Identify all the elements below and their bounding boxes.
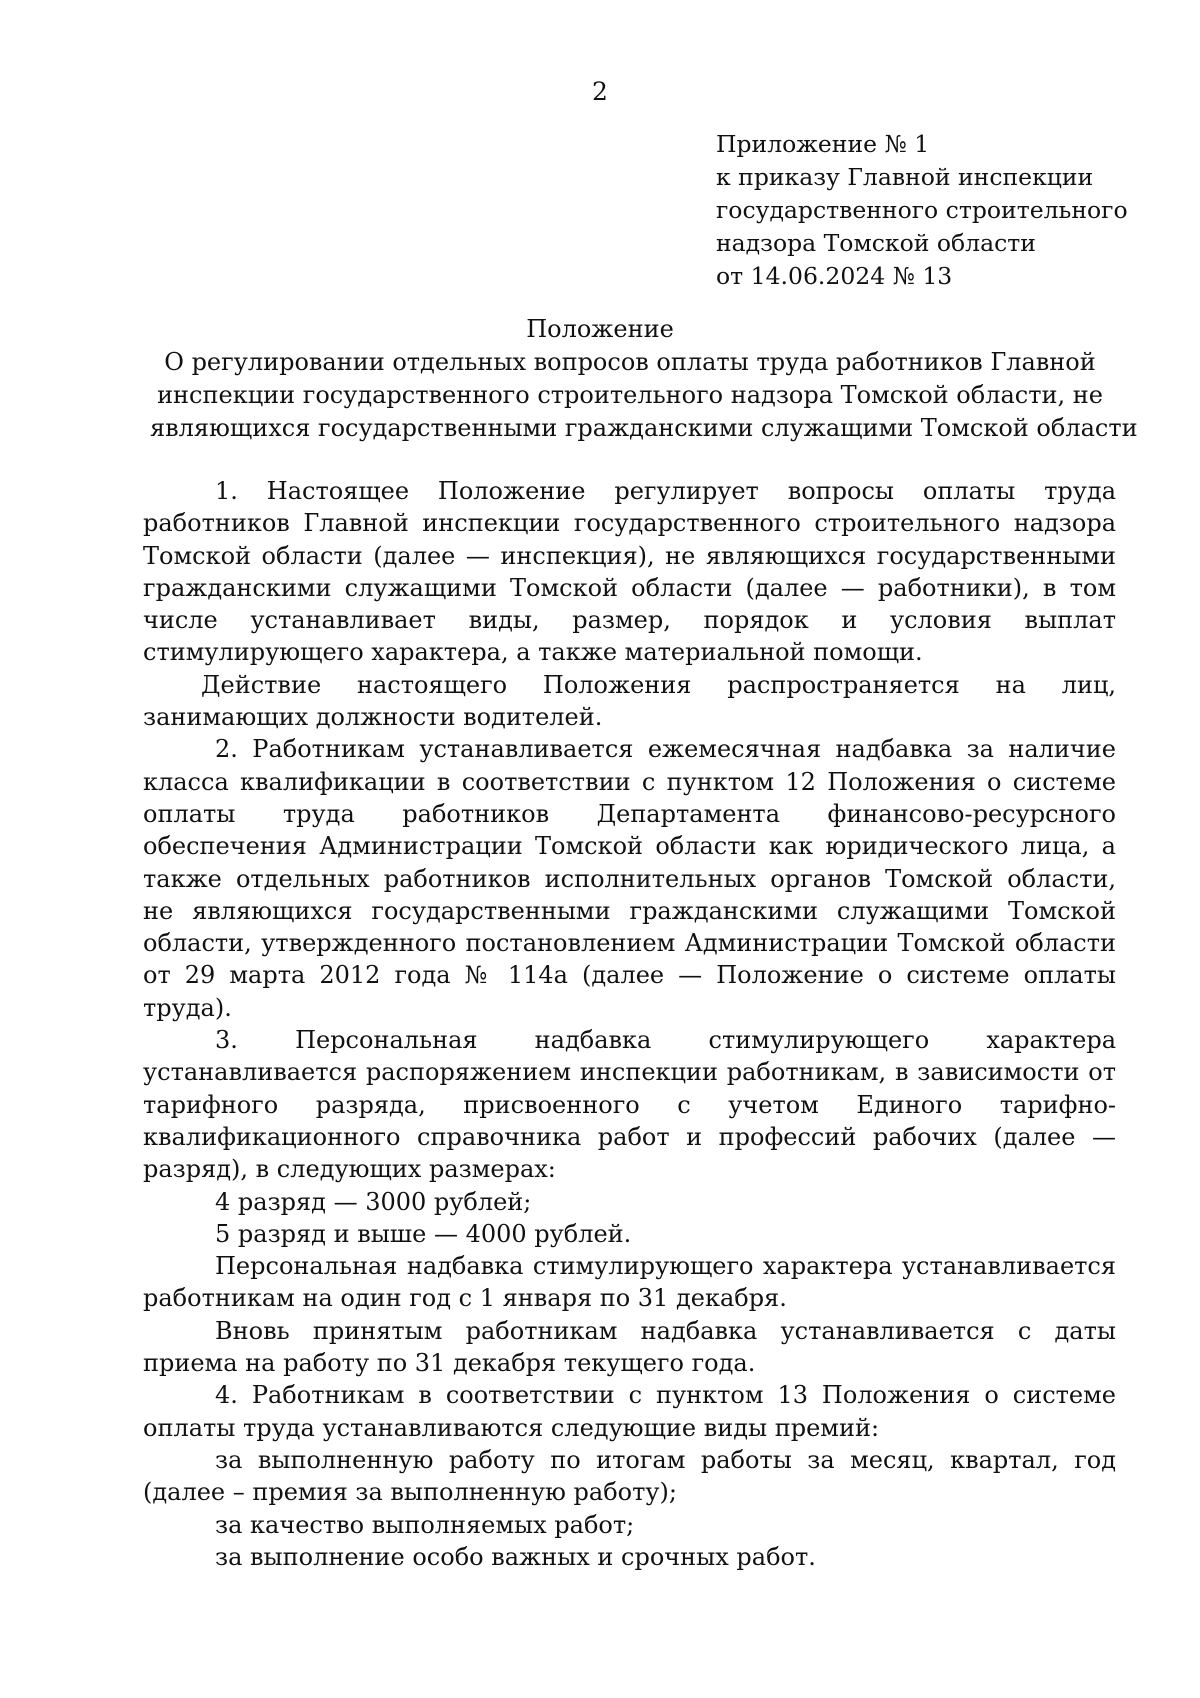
appendix-header — [716, 128, 1156, 293]
document-body — [143, 475, 1116, 1573]
document-title: Положение — [526, 315, 674, 343]
subtitle-line: О регулировании отдельных вопросов оплаты труда работников Главной — [164, 348, 1096, 376]
paragraph-7: Персональная надбавка стимулирующего характера устанавливается работникам на один год с 1 января по 31 декабря. — [143, 1252, 1116, 1313]
paragraph-1: 1. Настоящее Положение регулирует вопросы оплаты труда работников Главной инспекции государственного строительного надзора Томской области (далее — инспекция), не являющихся государственными гражданскими служащими Томской области (далее — работники), в том числе устанавливает виды, размер, порядок и условия выплат стимулирующего характера, а также материальной помощи. — [143, 477, 1116, 667]
paragraph-4: 3. Персональная надбавка стимулирующего характера устанавливается распоряжением инспекции работникам, в зависимости от тарифного разряда, присвоенного с учетом Единого тарифно-квалификационного справочника работ и профессий рабочих (далее —разряд), в следующих размерах: — [143, 1026, 1116, 1184]
appendix-line: от 14.06.2024 № 13 — [716, 262, 953, 290]
paragraph-2: Действие настоящего Положения распространяется на лиц, занимающих должности водителей. — [143, 670, 1116, 732]
paragraph-12: за выполнение особо важных и срочных работ. — [215, 1542, 816, 1571]
paragraph-3-part-2: не являющихся государственными гражданскими служащими Томской области, утвержденного постановлением Администрации Томской области от 29 марта 2012 года № 114а (далее — Положение о системе оплаты труда). — [143, 896, 1116, 1022]
paragraph-3-part-1: 2. Работникам устанавливается ежемесячная надбавка за наличие класса квалификации в соответствии с пунктом 12 Положения о системе оплаты труда работников Департамента финансово-ресурсного обеспечения Администрации Томской области как юридического лица, а также отдельных работников исполнительных органов Томской области, — [143, 735, 1116, 893]
document-subtitle — [150, 346, 1138, 445]
appendix-line: к приказу Главной инспекции — [716, 163, 1094, 191]
appendix-line: Приложение № 1 — [716, 130, 930, 158]
appendix-line: государственного строительного — [716, 196, 1128, 224]
paragraph-6: 5 разряд и выше — 4000 рублей. — [215, 1219, 632, 1248]
page-number: 2 — [592, 77, 608, 106]
subtitle-line: являющихся государственными гражданскими служащими Томской области — [150, 414, 1138, 442]
appendix-line: надзора Томской области — [716, 229, 1036, 257]
paragraph-5: 4 разряд — 3000 рублей; — [215, 1187, 532, 1216]
paragraph-10: за выполненную работу по итогам работы за месяц, квартал, год (далее – премия за выполненную работу); — [143, 1445, 1116, 1507]
paragraph-11: за качество выполняемых работ; — [215, 1510, 635, 1539]
paragraph-9: 4. Работникам в соответствии с пунктом 13 Положения о системе оплаты труда устанавливаются следующие виды премий: — [143, 1381, 1116, 1442]
paragraph-8: Вновь принятым работникам надбавка устанавливается с даты приема на работу по 31 декабря текущего года. — [143, 1316, 1116, 1378]
subtitle-line: инспекции государственного строительного надзора Томской области, не — [157, 381, 1103, 409]
